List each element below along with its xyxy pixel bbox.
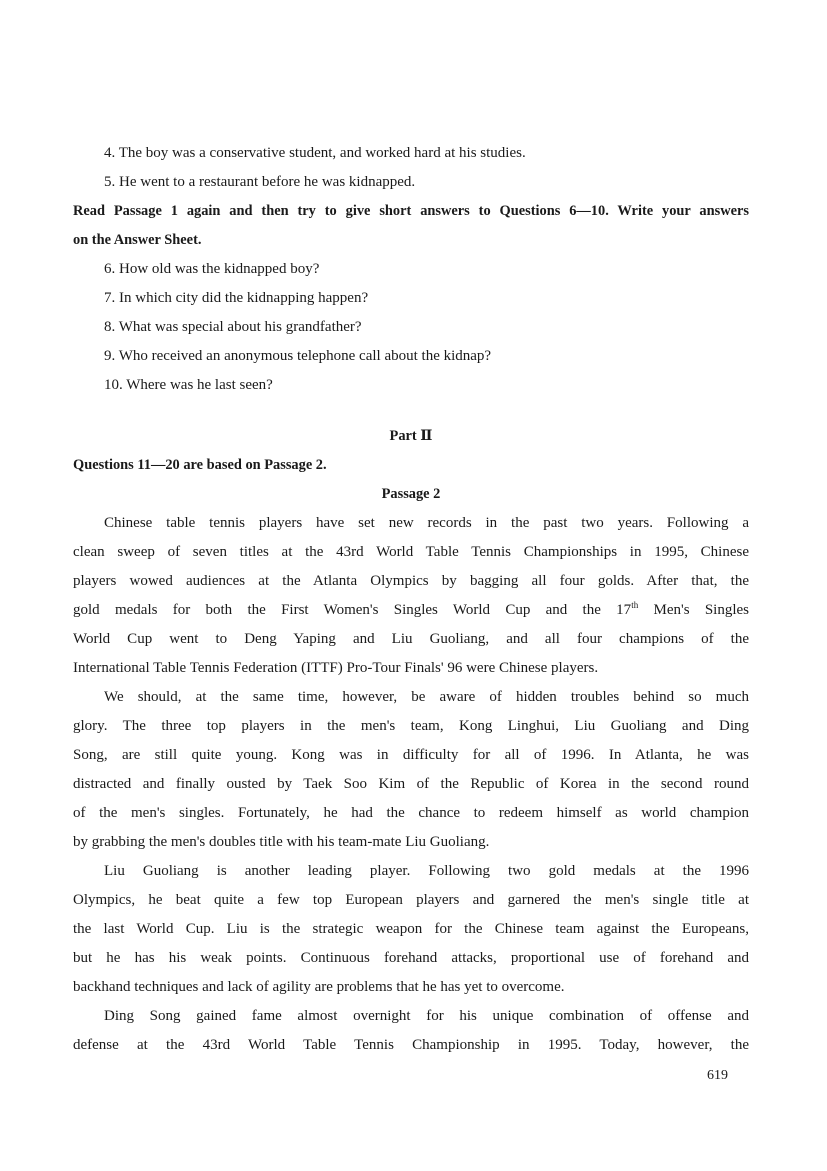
paragraph-line: Olympics, he beat quite a few top European players and garnered the men's single title at <box>73 892 749 908</box>
paragraph-line: players wowed audiences at the Atlanta Olympics by bagging all four golds. After that, the <box>73 573 749 589</box>
passage-title: Passage 2 <box>381 486 441 502</box>
paragraph-line: International Table Tennis Federation (ITTF) Pro-Tour Finals' 96 were Chinese players. <box>73 660 599 676</box>
paragraph-3 <box>73 857 749 1002</box>
questions-note: Questions 11—20 are based on Passage 2. <box>73 457 327 473</box>
question-10: 10. Where was he last seen? <box>104 377 273 393</box>
paragraph-line: Liu Guoliang is another leading player. Following two gold medals at the 1996 <box>104 863 749 879</box>
paragraph-4 <box>73 1002 749 1060</box>
question-9: 9. Who received an anonymous telephone call about the kidnap? <box>104 348 492 364</box>
paragraph-line: of the men's singles. Fortunately, he had the chance to redeem himself as world champion <box>73 805 749 821</box>
paragraph-line: Ding Song gained fame almost overnight for his unique combination of offense and <box>104 1008 749 1024</box>
paragraph-line: World Cup went to Deng Yaping and Liu Guoliang, and all four champions of the <box>73 631 749 647</box>
paragraph-line <box>73 596 749 625</box>
paragraph-line: We should, at the same time, however, be aware of hidden troubles behind so much <box>104 689 749 705</box>
paragraph-line: Song, are still quite young. Kong was in difficulty for all of 1996. In Atlanta, he was <box>73 747 749 763</box>
paragraph-line: defense at the 43rd World Table Tennis Championship in 1995. Today, however, the <box>73 1037 749 1053</box>
question-7: 7. In which city did the kidnapping happen? <box>104 290 369 306</box>
paragraph-line: but he has his weak points. Continuous forehand attacks, proportional use of forehand and <box>73 950 749 966</box>
paragraph-text: gold medals for both the First Women's Singles World Cup and the 17 <box>73 602 632 618</box>
paragraph-line: the last World Cup. Liu is the strategic weapon for the Chinese team against the Europeans, <box>73 921 749 937</box>
paragraph-line: by grabbing the men's doubles title with his team-mate Liu Guoliang. <box>73 834 490 850</box>
question-5: 5. He went to a restaurant before he was kidnapped. <box>104 174 416 190</box>
ordinal-suffix: th <box>631 600 639 610</box>
document-page <box>73 139 749 1060</box>
question-8: 8. What was special about his grandfather? <box>104 319 362 335</box>
paragraph-line: glory. The three top players in the men's team, Kong Linghui, Liu Guoliang and Ding <box>73 718 749 734</box>
instruction-line-2: on the Answer Sheet. <box>73 232 202 248</box>
paragraph-2 <box>73 683 749 857</box>
paragraph-line: distracted and finally ousted by Taek Soo Kim of the Republic of Korea in the second round <box>73 776 749 792</box>
paragraph-text: Men's Singles <box>638 602 749 618</box>
instruction-line-1: Read Passage 1 again and then try to give short answers to Questions 6—10. Write your answers <box>73 203 749 219</box>
section-gap <box>73 400 749 422</box>
question-6: 6. How old was the kidnapped boy? <box>104 261 320 277</box>
paragraph-line: clean sweep of seven titles at the 43rd World Table Tennis Championships in 1995, Chinese <box>73 544 749 560</box>
paragraph-line: Chinese table tennis players have set new records in the past two years. Following a <box>104 515 749 531</box>
paragraph-line: backhand techniques and lack of agility are problems that he has yet to overcome. <box>73 979 565 995</box>
page-number: 619 <box>707 1068 728 1083</box>
question-4: 4. The boy was a conservative student, and worked hard at his studies. <box>104 145 526 161</box>
paragraph-1 <box>73 509 749 683</box>
part-title: Part Ⅱ <box>389 428 433 444</box>
